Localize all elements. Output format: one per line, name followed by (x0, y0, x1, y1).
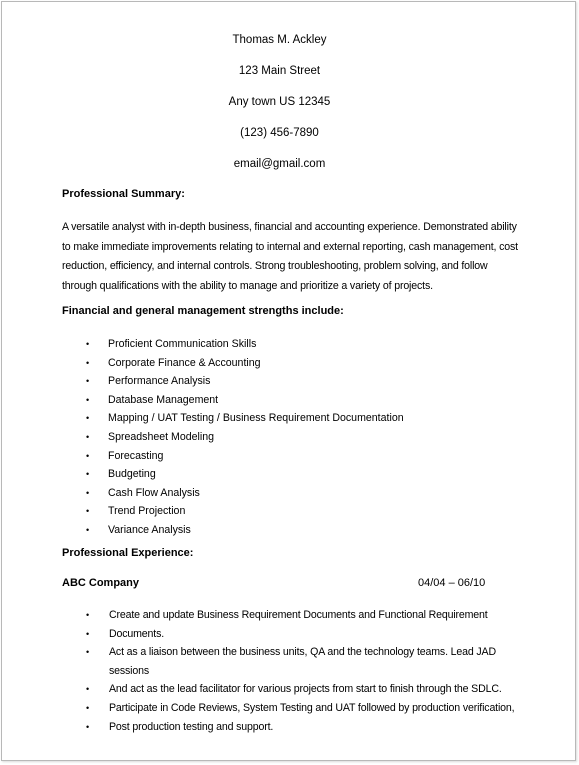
list-item-text: Variance Analysis (108, 523, 191, 536)
company-name: ABC Company (62, 577, 140, 589)
list-item-text: Create and update Business Requirement Documents and Functional Requirement (109, 609, 488, 621)
list-item-text: And act as the lead facilitator for various projects from start to finish through the SDLC. (109, 683, 502, 696)
list-item-text: Budgeting (108, 468, 156, 481)
list-item-text: Post production testing and support. (109, 720, 274, 733)
list-item-text: Corporate Finance & Accounting (108, 356, 261, 369)
list-item (86, 484, 404, 503)
list-item-text: Documents. (109, 627, 165, 640)
list-item (86, 643, 514, 680)
bullet-icon: • (86, 339, 90, 349)
summary-line: reduction, efficiency, and internal controls. Strong troubleshooting, problem solving, and follow (62, 260, 488, 272)
list-item (86, 372, 404, 391)
employment-dates: 04/04 – 06/10 (418, 577, 486, 589)
list-item-text: Spreadsheet Modeling (108, 430, 215, 443)
contact-city: Any town US 12345 (228, 96, 331, 108)
list-item (86, 625, 514, 644)
summary-heading: Professional Summary: (62, 188, 185, 200)
bullet-icon: • (86, 376, 90, 387)
list-item (86, 447, 404, 466)
list-item-text: Participate in Code Reviews, System Testing and UAT followed by production verification, (109, 701, 515, 714)
list-item-text: Database Management (108, 393, 219, 406)
contact-street: 123 Main Street (238, 65, 321, 77)
bullet-icon: • (86, 469, 90, 480)
summary-line: to make immediate improvements relating to internal and external reporting, cash management, cost (62, 240, 518, 253)
bullet-icon: • (86, 610, 90, 620)
bullet-icon: • (86, 413, 90, 424)
bullet-icon: • (86, 394, 90, 405)
summary-paragraph (62, 218, 542, 296)
list-item (86, 335, 404, 354)
list-item (86, 680, 514, 699)
bullet-icon: • (86, 506, 90, 517)
list-item (86, 502, 404, 521)
contact-email: email@gmail.com (233, 158, 326, 170)
list-item (86, 521, 404, 540)
list-item (86, 409, 404, 428)
bullet-icon: • (86, 431, 90, 442)
list-item (86, 699, 514, 718)
list-item-text: Forecasting (108, 449, 164, 462)
list-item (86, 465, 404, 484)
list-item (86, 391, 404, 410)
experience-list (86, 606, 514, 736)
list-item (86, 354, 404, 373)
list-item-text: Cash Flow Analysis (108, 486, 200, 499)
strengths-list (86, 335, 404, 540)
list-item-text: Act as a liaison between the business units, QA and the technology teams. Lead JAD sessions (109, 646, 496, 677)
experience-heading: Professional Experience: (62, 547, 194, 559)
bullet-icon: • (86, 628, 90, 639)
list-item (86, 428, 404, 447)
list-item-text: Trend Projection (108, 505, 186, 518)
resume-page (1, 1, 576, 761)
bullet-icon: • (86, 702, 90, 713)
bullet-icon: • (86, 647, 90, 658)
list-item-text: Performance Analysis (108, 375, 211, 388)
list-item (86, 718, 514, 737)
bullet-icon: • (86, 487, 90, 498)
strengths-heading: Financial and general management strengths include: (62, 305, 344, 317)
list-item-text: Proficient Communication Skills (108, 338, 257, 350)
summary-line: A versatile analyst with in-depth business, financial and accounting experience. Demonstrated ability (62, 221, 517, 233)
summary-line: through qualifications with the ability to manage and prioritize a variety of projects. (62, 279, 433, 292)
contact-name: Thomas M. Ackley (232, 34, 327, 46)
list-item (86, 606, 514, 625)
bullet-icon: • (86, 721, 90, 732)
contact-phone: (123) 456-7890 (240, 127, 319, 139)
bullet-icon: • (86, 684, 90, 695)
bullet-icon: • (86, 450, 90, 461)
bullet-icon: • (86, 524, 90, 535)
list-item-text: Mapping / UAT Testing / Business Requirement Documentation (108, 412, 404, 425)
bullet-icon: • (86, 357, 90, 368)
